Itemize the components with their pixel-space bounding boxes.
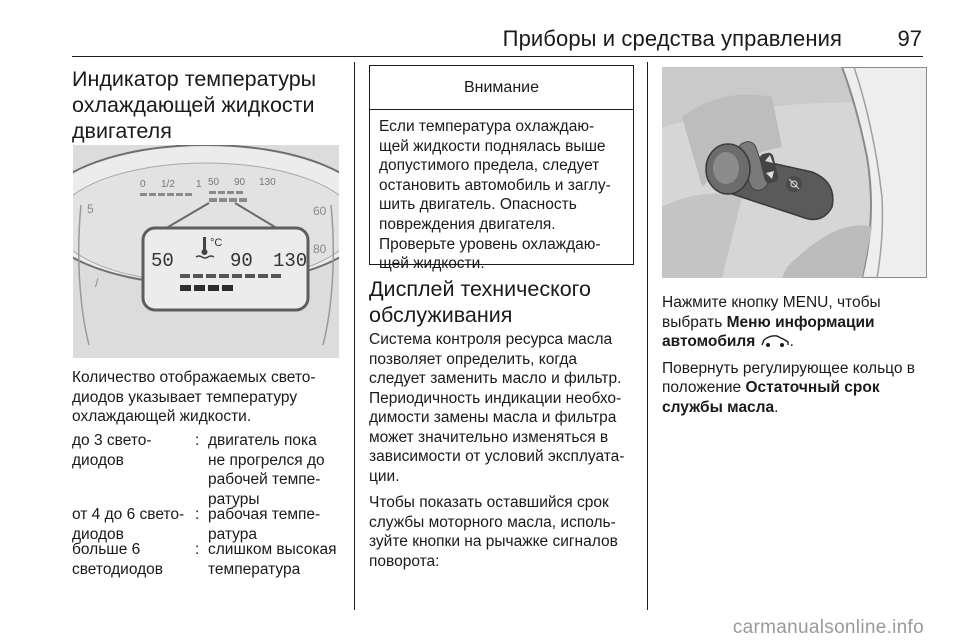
definition-desc: рабочая темпе- ратура xyxy=(208,506,321,543)
warning-text: Если температура охлаждаю- щей жидкости поднялась выше допустимого предела, следует остановить автомобиль и заглу- шить двигатель. Опасность повреждения двигателя. Проверьте уровень охлаждаю- щей жидкости. xyxy=(379,118,611,273)
header-rule xyxy=(72,56,923,57)
remaining-oil-life-label: Остаточный срок xyxy=(745,379,880,396)
running-title: Приборы и средства управления xyxy=(502,26,842,51)
definition-colon: : xyxy=(195,506,200,523)
zoom-value-90: 90 xyxy=(230,250,253,272)
definition-colon: : xyxy=(195,432,200,449)
service-heading: Дисплей технического обслуживания xyxy=(369,277,592,327)
fuel-scale-1: 1 xyxy=(196,179,202,190)
zoom-unit: °C xyxy=(210,237,223,249)
fuel-scale-half: 1/2 xyxy=(161,179,175,190)
svg-text:5: 5 xyxy=(87,202,94,216)
coolant-intro: Количество отображаемых свето- диодов указывает температуру охлаждающей жидкости. xyxy=(72,369,316,425)
menu-key: MENU xyxy=(782,294,829,311)
definition-term: до 3 свето- диодов xyxy=(72,432,152,469)
coolant-section xyxy=(72,62,340,144)
warning-title: Внимание xyxy=(370,66,633,110)
definition-desc: двигатель пока не прогрелся до рабочей темпе- ратуры xyxy=(208,432,325,508)
fuel-scale-0: 0 xyxy=(140,179,146,190)
svg-text:80: 80 xyxy=(313,242,327,256)
coolant-gauge-figure xyxy=(73,145,339,358)
turn-signal-lever-figure xyxy=(662,67,927,278)
instruction-1: Нажмите кнопку MENU, чтобы выбрать Меню информации автомобиля . xyxy=(662,294,881,350)
svg-text:/: / xyxy=(95,276,99,290)
page-header xyxy=(0,0,960,62)
instruction-2: Повернуть регулирующее кольцо в положение Остаточный срок службы масла. xyxy=(662,359,916,416)
column-divider-1 xyxy=(354,62,355,610)
service-paragraph-2: Чтобы показать оставшийся срок службы моторного масла, исполь- зуйте кнопки на рычажке сигналов поворота: xyxy=(369,494,618,570)
zoom-value-50: 50 xyxy=(151,250,174,272)
definition-term: от 4 до 6 свето- диодов xyxy=(72,506,185,543)
service-paragraph-1: Система контроля ресурса масла позволяет определить, когда следует заменить масло и фильтр. Периодичность индикации необхо- димости замены масла и фильтра может значительно изменяться в зависимости от условий эксплуата- ции. xyxy=(369,331,625,485)
svg-text:60: 60 xyxy=(313,204,327,218)
warning-box xyxy=(369,65,634,273)
car-icon xyxy=(760,334,790,348)
temp-scale-130: 130 xyxy=(259,177,276,188)
service-display-section xyxy=(369,276,637,571)
page-number: 97 xyxy=(897,26,922,51)
instructions xyxy=(662,293,927,417)
watermark: carmanualsonline.info xyxy=(732,617,924,638)
zoom-value-130: 130 xyxy=(273,250,308,272)
definition-desc: слишком высокая температура xyxy=(208,541,337,578)
definition-term: больше 6 светодиодов xyxy=(72,541,164,578)
column-divider-2 xyxy=(647,62,648,610)
definition-colon: : xyxy=(195,541,200,558)
temp-scale-90: 90 xyxy=(234,177,246,188)
temp-scale-50: 50 xyxy=(208,177,220,188)
vehicle-info-menu-label: Меню информации xyxy=(726,313,875,331)
coolant-heading: Индикатор температуры охлаждающей жидкости двигателя xyxy=(72,67,317,143)
